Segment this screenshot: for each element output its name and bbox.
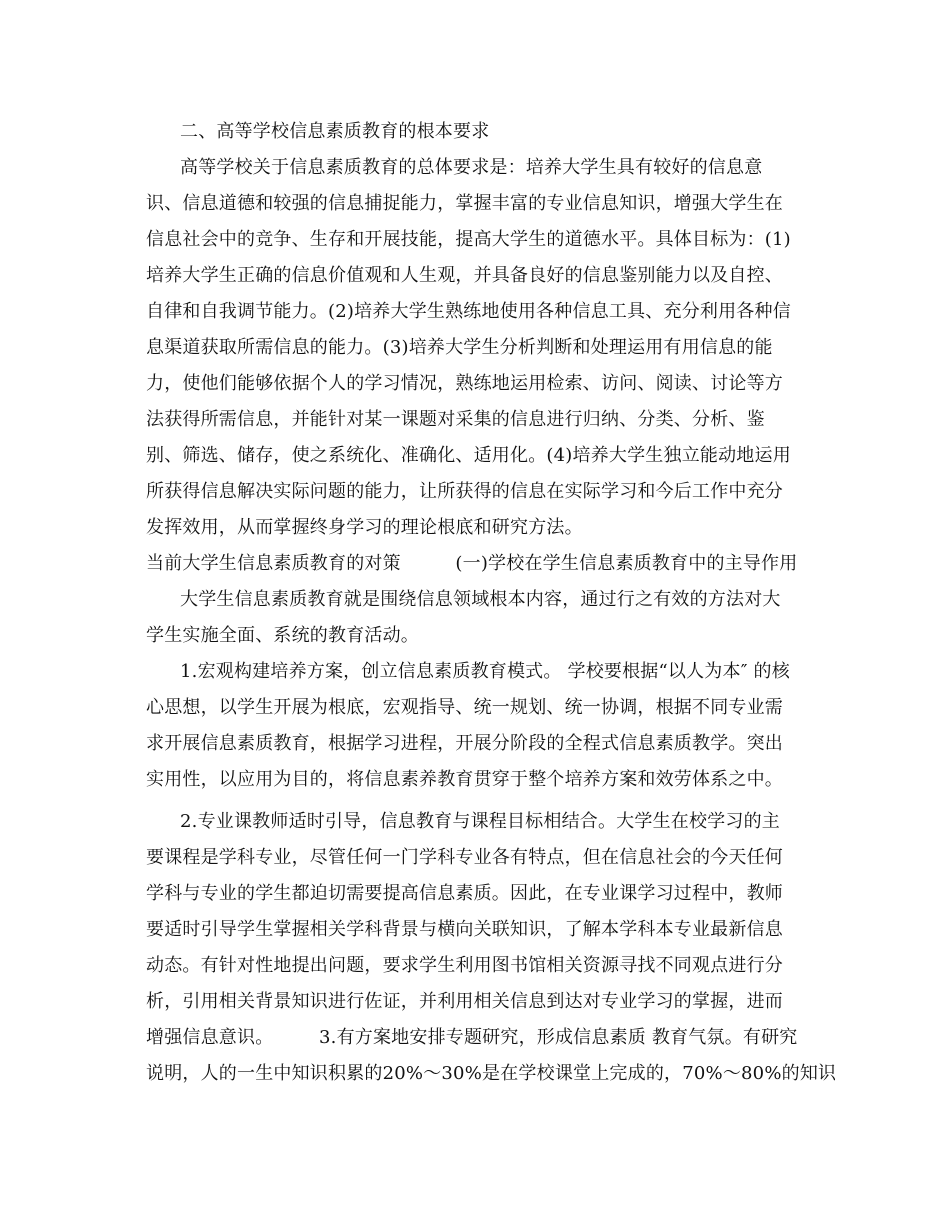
paragraph-line: 学科与专业的学生都迫切需要提高信息素质。因此，在专业课学习过程中，教师	[146, 883, 783, 904]
paragraph-line: 要适时引导学生掌握相关学科背景与横向关联知识，了解本学科本专业最新信息	[146, 919, 783, 940]
paragraph-line: 发挥效用，从而掌握终身学习的理论根底和研究方法。	[146, 517, 583, 538]
paragraph-line: 高等学校关于信息素质教育的总体要求是：培养大学生具有较好的信息意	[180, 157, 763, 178]
paragraph-line: 1.宏观构建培养方案，创立信息素质教育模式。 学校要根据“以人为本″ 的核	[180, 661, 790, 682]
paragraph-line: 实用性，以应用为目的，将信息素养教育贯穿于整个培养方案和效劳体系之中。	[146, 769, 783, 790]
paragraph-line: 动态。有针对性地提出问题，要求学生利用图书馆相关资源寻找不同观点进行分	[146, 955, 783, 976]
paragraph-line: 别、筛选、储存，使之系统化、准确化、适用化。(4)培养大学生独立能动地运用	[146, 445, 791, 466]
paragraph-line: 培养大学生正确的信息价值观和人生观，并具备良好的信息鉴别能力以及自控、	[146, 265, 783, 286]
paragraph-line: 学生实施全面、系统的教育活动。	[146, 625, 419, 646]
paragraph-line: 要课程是学科专业，尽管任何一门学科专业各有特点，但在信息社会的今天任何	[146, 847, 783, 868]
paragraph-line: 2.专业课教师适时引导，信息教育与课程目标相结合。大学生在校学习的主	[180, 811, 780, 832]
paragraph-line: 增强信息意识。 3.有方案地安排专题研究，形成信息素质 教育气氛。有研究	[146, 1027, 798, 1048]
paragraph-line: 所获得信息解决实际问题的能力，让所获得的信息在实际学习和今后工作中充分	[146, 481, 783, 502]
paragraph-line: 说明，人的一生中知识积累的20%～30%是在学校课堂上完成的，70%～80%的知识	[146, 1063, 837, 1084]
subsection-heading: 当前大学生信息素质教育的对策 (一)学校在学生信息素质教育中的主导作用	[146, 553, 798, 574]
paragraph-line: 法获得所需信息，并能针对某一课题对采集的信息进行归纳、分类、分析、鉴	[146, 409, 765, 430]
paragraph-line: 信息社会中的竞争、生存和开展技能，提高大学生的道德水平。具体目标为：(1)	[146, 229, 791, 250]
paragraph-line: 力，使他们能够依据个人的学习情况，熟练地运用检索、访问、阅读、讨论等方	[146, 373, 783, 394]
paragraph-line: 求开展信息素质教育，根据学习进程，开展分阶段的全程式信息素质教学。突出	[146, 733, 783, 754]
paragraph-line: 识、信息道德和较强的信息捕捉能力，掌握丰富的专业信息知识，增强大学生在	[146, 193, 783, 214]
paragraph-line: 息渠道获取所需信息的能力。(3)培养大学生分析判断和处理运用有用信息的能	[146, 337, 773, 358]
section-heading: 二、高等学校信息素质教育的根本要求	[180, 121, 490, 142]
paragraph-line: 析，引用相关背景知识进行佐证，并利用相关信息到达对专业学习的掌握，进而	[146, 991, 783, 1012]
paragraph-line: 自律和自我调节能力。(2)培养大学生熟练地使用各种信息工具、充分利用各种信	[146, 301, 791, 322]
paragraph-line: 大学生信息素质教育就是围绕信息领域根本内容，通过行之有效的方法对大	[180, 589, 781, 610]
paragraph-line: 心思想，以学生开展为根底，宏观指导、统一规划、统一协调，根据不同专业需	[146, 697, 783, 718]
